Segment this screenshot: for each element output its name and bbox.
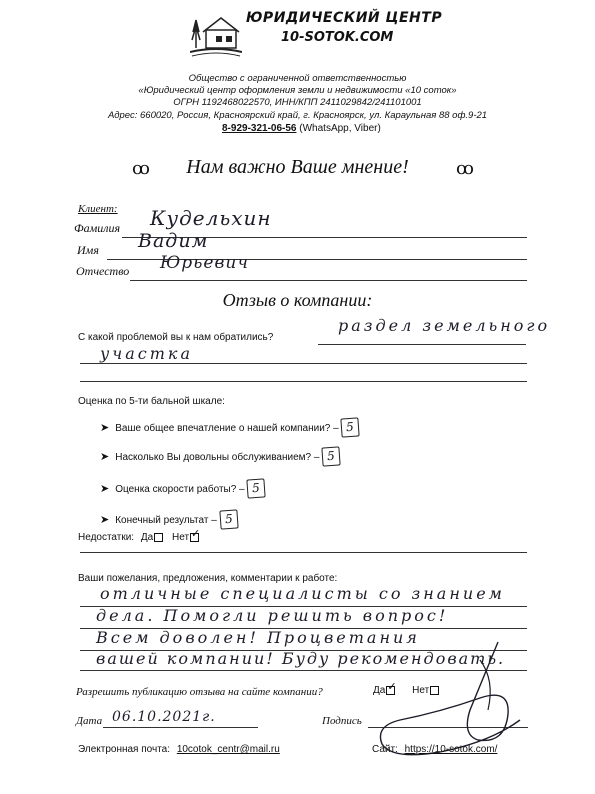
rating-question-service: Насколько Вы довольны обслуживанием? – — [115, 452, 320, 463]
rating-row-speed — [100, 479, 265, 498]
arrow-right-icon: ➤ — [100, 451, 110, 463]
publication-question: Разрешить публикацию отзыва на сайте компании? — [76, 686, 323, 698]
arrow-right-icon: ➤ — [100, 422, 110, 434]
page-title: Нам важно Ваше мнение! — [186, 156, 409, 178]
rating-row-service — [100, 447, 340, 466]
review-section-title: Отзыв о компании: — [222, 290, 373, 310]
publication-yes-checkbox[interactable]: ✓ — [387, 680, 397, 693]
name-value[interactable]: Вадим — [138, 230, 209, 252]
phone-note: (WhatsApp, Viber) — [299, 123, 381, 134]
problem-question: С какой проблемой вы к нам обратились? — [78, 332, 274, 343]
rating-question-speed: Оценка скорости работы? – — [115, 484, 245, 495]
rating-score-service[interactable]: 5 — [322, 446, 341, 466]
date-line — [103, 727, 258, 728]
comment-line-4[interactable]: вашей компании! Буду рекомендовать. — [96, 649, 506, 668]
email-label: Электронная почта: — [78, 744, 171, 755]
shortcomings-row — [78, 527, 201, 543]
problem-line-3 — [80, 381, 527, 382]
email-row — [78, 744, 280, 755]
handwritten-signature — [370, 640, 540, 760]
arrow-right-icon: ➤ — [100, 514, 110, 526]
signature-label: Подпись — [322, 715, 362, 727]
shortcomings-no-label: Нет — [172, 532, 190, 543]
name-label: Имя — [77, 243, 99, 257]
shortcomings-line-1 — [80, 552, 527, 553]
logo-house-trees-icon — [190, 12, 242, 58]
site-row — [372, 744, 497, 755]
company-phone — [222, 123, 381, 134]
publication-no-label: Нет — [412, 685, 430, 696]
site-label: Сайт: — [372, 744, 398, 755]
rating-row-overall — [100, 418, 359, 437]
surname-label: Фамилия — [74, 221, 121, 235]
problem-line-2 — [80, 363, 527, 364]
company-line-4: Адрес: 660020, Россия, Красноярский край, г. Красноярск, ул. Караульная 88 оф.9-21 — [107, 110, 488, 121]
rating-scale-label: Оценка по 5-ти бальной шкале: — [78, 396, 225, 407]
rating-row-result — [100, 510, 238, 529]
patronymic-value[interactable]: Юрьевич — [160, 253, 249, 273]
problem-answer-line-2[interactable]: участка — [100, 344, 193, 363]
rating-score-result[interactable]: 5 — [219, 509, 238, 529]
surname-value[interactable]: Кудельхин — [150, 206, 272, 230]
problem-answer-line-1[interactable]: раздел земельного — [338, 316, 551, 335]
company-line-1: Общество с ограниченной ответственностью — [188, 73, 407, 84]
site-link[interactable]: https://10-sotok.com/ — [404, 744, 498, 755]
email-link[interactable]: 10cotok_centr@mail.ru — [176, 744, 280, 755]
phone-number[interactable]: 8-929-321-06-56 — [222, 123, 297, 134]
company-line-2: «Юридический центр оформления земли и недвижимости «10 соток» — [138, 85, 457, 96]
shortcomings-yes-checkbox[interactable] — [154, 533, 163, 542]
logo-site: 10-SOTOK.COM — [281, 30, 394, 45]
patronymic-line — [130, 280, 527, 281]
rating-score-overall[interactable]: 5 — [341, 417, 360, 437]
shortcomings-no-checkbox[interactable]: ✓ — [191, 527, 201, 540]
date-label: Дата — [76, 715, 103, 727]
comments-label: Ваши пожелания, предложения, комментарии к работе: — [78, 573, 338, 584]
shortcomings-label: Недостатки: — [78, 532, 135, 543]
problem-line-1 — [318, 344, 526, 345]
comment-line-2[interactable]: дела. Помогли решить вопрос! — [96, 606, 449, 625]
rating-question-result: Конечный результат – — [115, 515, 217, 526]
comment-line-3[interactable]: Всем доволен! Процветания — [96, 628, 420, 647]
company-line-3: ОГРН 1192468022570, ИНН/КПП 2411029842/241101001 — [173, 97, 422, 108]
arrow-right-icon: ➤ — [100, 483, 110, 495]
logo-title: ЮРИДИЧЕСКИЙ ЦЕНТР — [246, 10, 443, 26]
date-value[interactable]: 06.10.2021г. — [112, 709, 216, 725]
client-label: Клиент: — [78, 203, 118, 215]
patronymic-label: Отчество — [76, 264, 130, 278]
rating-question-overall: Ваше общее впечатление о нашей компании? – — [115, 423, 339, 434]
shortcomings-yes-label: Да — [140, 532, 154, 543]
rating-score-speed[interactable]: 5 — [247, 478, 266, 498]
publication-yes-label: Да — [373, 685, 386, 696]
comment-line-1[interactable]: отличные специалисты со знанием — [100, 584, 505, 603]
ornament-left-icon: ꝏ — [132, 158, 150, 179]
ornament-right-icon: ꝏ — [456, 158, 474, 179]
